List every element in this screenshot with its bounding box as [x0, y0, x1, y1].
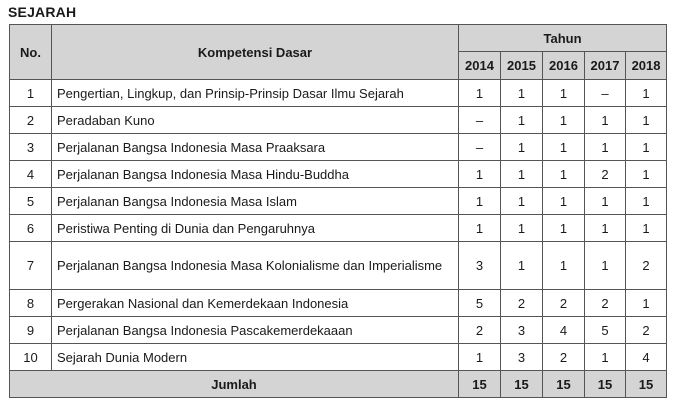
- footer-label: Jumlah: [10, 371, 459, 398]
- row-year-value: 1: [626, 161, 667, 188]
- table-row: [10, 134, 667, 161]
- row-competency: Pengertian, Lingkup, dan Prinsip-Prinsip Dasar Ilmu Sejarah: [52, 80, 459, 107]
- row-year-value: 3: [501, 344, 543, 371]
- row-year-value: 5: [585, 317, 626, 344]
- row-year-value: 1: [543, 80, 585, 107]
- row-year-value: –: [459, 134, 501, 161]
- row-number: 9: [10, 317, 52, 344]
- row-number: 10: [10, 344, 52, 371]
- row-year-value: 3: [501, 317, 543, 344]
- competency-table: [9, 24, 667, 398]
- row-year-value: 4: [543, 317, 585, 344]
- row-year-value: 2: [585, 290, 626, 317]
- table-row: [10, 80, 667, 107]
- footer-total: 15: [543, 371, 585, 398]
- header-year: 2016: [543, 52, 585, 80]
- header-year: 2015: [501, 52, 543, 80]
- row-year-value: 1: [585, 242, 626, 290]
- row-number: 4: [10, 161, 52, 188]
- row-year-value: 5: [459, 290, 501, 317]
- table-row: [10, 242, 667, 290]
- row-year-value: 1: [585, 215, 626, 242]
- row-year-value: –: [459, 107, 501, 134]
- row-number: 1: [10, 80, 52, 107]
- header-year: 2017: [585, 52, 626, 80]
- row-year-value: 1: [459, 80, 501, 107]
- row-year-value: 1: [543, 188, 585, 215]
- header-tahun: Tahun: [459, 25, 667, 52]
- row-year-value: 1: [585, 188, 626, 215]
- row-year-value: 1: [585, 107, 626, 134]
- row-year-value: 1: [501, 215, 543, 242]
- row-competency: Perjalanan Bangsa Indonesia Pascakemerdekaaan: [52, 317, 459, 344]
- row-year-value: 2: [459, 317, 501, 344]
- row-year-value: 2: [626, 242, 667, 290]
- header-year: 2018: [626, 52, 667, 80]
- footer-total: 15: [626, 371, 667, 398]
- row-number: 7: [10, 242, 52, 290]
- row-number: 5: [10, 188, 52, 215]
- row-year-value: 3: [459, 242, 501, 290]
- footer-total: 15: [585, 371, 626, 398]
- row-year-value: 1: [501, 242, 543, 290]
- row-year-value: –: [585, 80, 626, 107]
- table-body: [10, 80, 667, 371]
- row-year-value: 2: [585, 161, 626, 188]
- page-title: SEJARAH: [8, 4, 77, 20]
- table-row: [10, 188, 667, 215]
- row-year-value: 1: [543, 134, 585, 161]
- row-year-value: 2: [626, 317, 667, 344]
- row-year-value: 1: [459, 344, 501, 371]
- row-competency: Perjalanan Bangsa Indonesia Masa Islam: [52, 188, 459, 215]
- header-kompetensi: Kompetensi Dasar: [52, 25, 459, 80]
- row-year-value: 1: [501, 188, 543, 215]
- row-number: 3: [10, 134, 52, 161]
- row-competency: Peradaban Kuno: [52, 107, 459, 134]
- row-year-value: 1: [585, 344, 626, 371]
- row-competency: Peristiwa Penting di Dunia dan Pengaruhnya: [52, 215, 459, 242]
- footer-total: 15: [459, 371, 501, 398]
- row-year-value: 4: [626, 344, 667, 371]
- row-year-value: 2: [501, 290, 543, 317]
- row-year-value: 1: [543, 242, 585, 290]
- row-competency: Perjalanan Bangsa Indonesia Masa Kolonialisme dan Imperialisme: [52, 242, 459, 290]
- row-year-value: 1: [543, 161, 585, 188]
- row-year-value: 1: [626, 215, 667, 242]
- table-row: [10, 290, 667, 317]
- row-number: 2: [10, 107, 52, 134]
- header-year: 2014: [459, 52, 501, 80]
- row-year-value: 1: [543, 215, 585, 242]
- table-row: [10, 317, 667, 344]
- row-year-value: 1: [626, 80, 667, 107]
- row-year-value: 1: [501, 107, 543, 134]
- row-year-value: 2: [543, 344, 585, 371]
- row-number: 6: [10, 215, 52, 242]
- table-row: [10, 215, 667, 242]
- row-competency: Perjalanan Bangsa Indonesia Masa Hindu-Buddha: [52, 161, 459, 188]
- row-year-value: 1: [501, 134, 543, 161]
- row-year-value: 1: [626, 188, 667, 215]
- table-row: [10, 161, 667, 188]
- row-competency: Pergerakan Nasional dan Kemerdekaan Indonesia: [52, 290, 459, 317]
- row-year-value: 1: [626, 290, 667, 317]
- table-row: [10, 107, 667, 134]
- row-year-value: 1: [543, 107, 585, 134]
- table-row: [10, 344, 667, 371]
- row-year-value: 1: [459, 161, 501, 188]
- row-year-value: 1: [501, 80, 543, 107]
- row-year-value: 1: [459, 188, 501, 215]
- row-year-value: 1: [626, 107, 667, 134]
- row-competency: Perjalanan Bangsa Indonesia Masa Praaksara: [52, 134, 459, 161]
- header-no: No.: [10, 25, 52, 80]
- row-competency: Sejarah Dunia Modern: [52, 344, 459, 371]
- row-number: 8: [10, 290, 52, 317]
- row-year-value: 1: [626, 134, 667, 161]
- footer-total: 15: [501, 371, 543, 398]
- row-year-value: 1: [459, 215, 501, 242]
- row-year-value: 1: [501, 161, 543, 188]
- row-year-value: 2: [543, 290, 585, 317]
- row-year-value: 1: [585, 134, 626, 161]
